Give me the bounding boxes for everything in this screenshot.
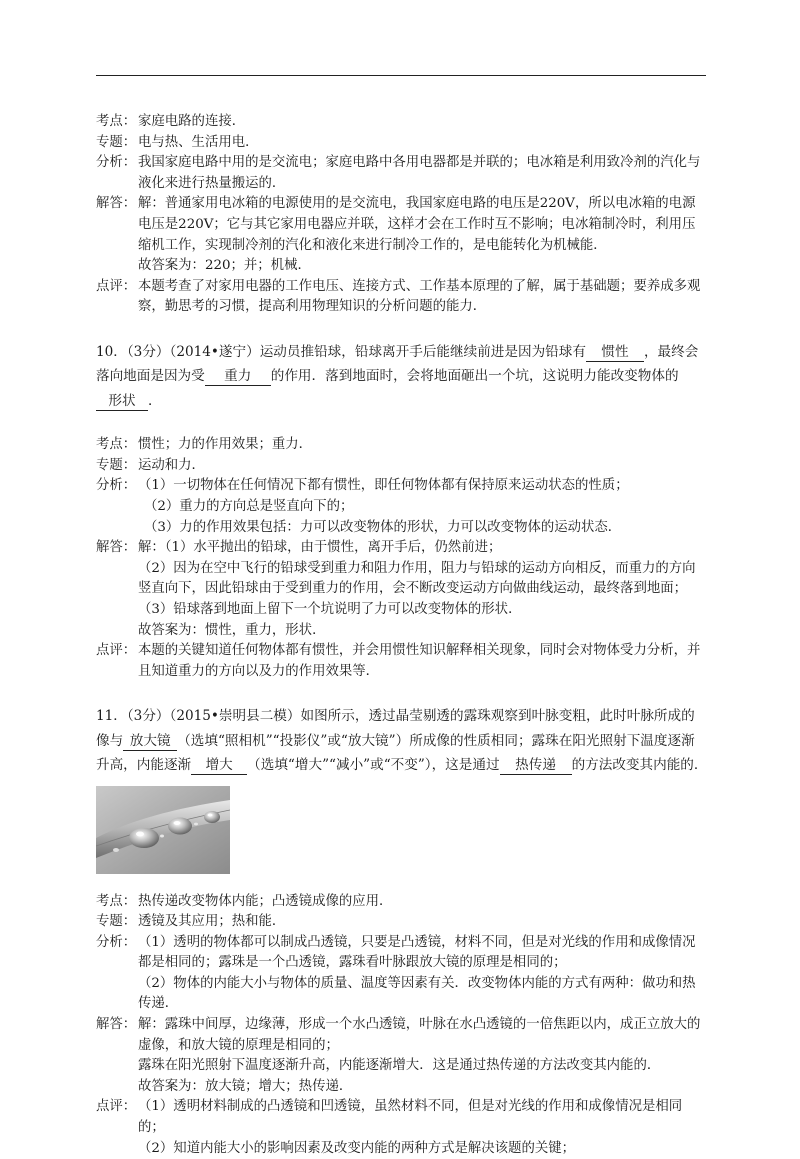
dianping-text: 本题的关键知道任何物体都有惯性，并会用惯性知识解释相关现象，同时会对物体受力分析，并且知道重力的方向以及力的作用效果等． (138, 643, 701, 679)
dianping-label: 点评： (96, 643, 137, 659)
stem-part: 11．（3分）（2015•崇明县二模）如图所示，透过晶莹剔透的露珠观察到叶脉变粗，此时叶脉所成的像与 (96, 708, 695, 749)
stem-part: 的方法改变其内能的． (571, 757, 708, 774)
question-10 (96, 340, 708, 682)
dianping-text-1: （1）透明材料制成的凸透镜和凹透镜，虽然材料不同，但是对光线的作用和成像情况是相同的； (138, 1099, 683, 1136)
fenxi-text-1: （1）透明的物体都可以制成凸透镜，只要是凸透镜，材料不同，但是对光线的作用和成像情况都是相同的；露珠是一个凸透镜，露珠看叶脉跟放大镜的原理是相同的； (138, 934, 696, 971)
jieda-text-2: 露珠在阳光照射下温度逐渐升高，内能逐渐增大．这是通过热传递的方法改变其内能的． (138, 1058, 661, 1074)
stem-part: ． (148, 392, 162, 409)
jieda-text-2: （2）因为在空中飞行的铅球受到重力和阻力作用，阻力与铅球的运动方向相反，而重力的方向竖直向下，因此铅球由于受到重力的作用，会不断改变运动方向做曲线运动，最终落到地面； (138, 560, 696, 597)
stem-part: 的作用．落到地面时，会将地面砸出一个坑，这说明力能改变物体的 (270, 368, 679, 385)
kaodian-text: 家庭电路的连接． (138, 114, 246, 129)
q11-jieda (96, 1015, 708, 1097)
answer-blank: 惯性 (586, 344, 644, 362)
jieda-text-1: 解：露珠中间厚，边缘薄，形成一个水凸透镜，叶脉在水凸透镜的一倍焦距以内，成正立放大的虚像，和放大镜的原理是相同的； (138, 1017, 701, 1053)
q11-dianping (96, 1097, 708, 1159)
fenxi-text: 我国家庭电路中用的是交流电；家庭电路中各用电器都是并联的；电冰箱是利用致冷剂的汽化与液化来进行热量搬运的． (138, 155, 701, 191)
q10-fenxi (96, 476, 708, 538)
fenxi-label: 分析： (96, 155, 137, 171)
q11-fenxi (96, 933, 708, 1015)
answer-text: 故答案为：220；并；机械． (138, 258, 311, 274)
answer-text: 故答案为：惯性，重力，形状． (138, 622, 326, 638)
zhuanti-label: 专题： (96, 914, 137, 930)
q10-zhuanti (96, 456, 708, 477)
kaodian-label: 考点： (96, 437, 137, 453)
q9-kaodian (96, 112, 708, 133)
dianping-text: 本题考查了对家用电器的工作电压、连接方式、工作基本原理的了解，属于基础题；要养成多观察，勤思考的习惯，提高利用物理知识的分析问题的能力． (138, 278, 701, 315)
jieda-text: 解：普通家用电冰箱的电源使用的是交流电，我国家庭电路的电压是220V，所以电冰箱的电源电压是220V；它与其它家用电器应并联，这样才会在工作时互不影响；电冰箱制冷时，利用压缩机工作，实现制冷剂的汽化和液化来进行制冷工作的，是电能转化为机械能． (138, 196, 696, 253)
zhuanti-text: 透镜及其应用；热和能． (138, 914, 286, 930)
kaodian-label: 考点： (96, 893, 137, 909)
q10-jieda (96, 538, 708, 641)
stem-part: ，最终会落向地面是因为受 (96, 343, 699, 385)
q10-kaodian (96, 435, 708, 456)
dianping-text-2: （2）知道内能大小的影响因素及改变内能的两种方式是解决该题的关键； (138, 1140, 576, 1156)
stem-part: （选填“照相机”“投影仪”或“放大镜”）所成像的性质相同；露珠在阳光照射下温度逐渐升高，内能逐渐 (96, 732, 695, 774)
jieda-text-1: 解：（1）水平抛出的铅球，由于惯性，离开手后，仍然前进； (138, 540, 502, 556)
zhuanti-text: 电与热、生活用电． (138, 134, 259, 150)
jieda-label: 解答： (96, 196, 137, 212)
q10-stem (96, 340, 708, 413)
fenxi-label: 分析： (96, 934, 137, 950)
q9-jieda (96, 194, 708, 276)
stem-part: 10．（3分）（2014•遂宁）运动员推铅球，铅球离开手后能继续前进是因为铅球有 (96, 343, 586, 360)
q10-dianping (96, 641, 708, 682)
kaodian-text: 惯性；力的作用效果；重力． (138, 437, 313, 453)
dewdrop-leaf-illustration (96, 786, 230, 874)
zhuanti-text: 运动和力． (138, 457, 205, 473)
q9-fenxi (96, 153, 708, 194)
question-11 (96, 704, 708, 1159)
q9-dianping (96, 277, 708, 318)
fenxi-text-1: （1）一切物体在任何情况下都有惯性，即任何物体都有保持原来运动状态的性质； (138, 478, 629, 494)
answer-blank: 放大镜 (123, 733, 177, 751)
fenxi-text-3: （3）力的作用效果包括：力可以改变物体的形状，力可以改变物体的运动状态． (144, 519, 622, 535)
jieda-label: 解答： (96, 540, 137, 556)
answer-blank: 热传递 (500, 757, 572, 775)
answer-blank: 形状 (96, 393, 148, 411)
q11-kaodian (96, 892, 708, 913)
q9-analysis (96, 112, 708, 318)
fenxi-text-2: （2）物体的内能大小与物体的质量、温度等因素有关．改变物体内能的方式有两种：做功和热传递． (138, 975, 696, 1012)
dianping-label: 点评： (96, 278, 137, 294)
jieda-text-3: （3）铅球落到地面上留下一个坑说明了力可以改变物体的形状． (138, 601, 522, 617)
answer-blank: 增大 (191, 757, 247, 775)
header-rule (96, 75, 706, 76)
dianping-label: 点评： (96, 1099, 137, 1115)
jieda-label: 解答： (96, 1017, 137, 1033)
kaodian-text: 热传递改变物体内能；凸透镜成像的应用． (138, 893, 393, 909)
q11-zhuanti (96, 912, 708, 933)
dewdrop-leaf-image (96, 786, 230, 874)
stem-part: （选填“增大”“减小”或“不变”），这是通过 (247, 757, 500, 774)
answer-text: 故答案为：放大镜；增大；热传递． (138, 1078, 353, 1094)
fenxi-text-2: （2）重力的方向总是竖直向下的； (144, 498, 354, 514)
q11-stem (96, 704, 708, 777)
answer-blank: 重力 (205, 368, 271, 386)
q9-zhuanti (96, 133, 708, 154)
zhuanti-label: 专题： (96, 457, 137, 473)
kaodian-label: 考点： (96, 114, 137, 129)
document-body (96, 112, 708, 1159)
fenxi-label: 分析： (96, 478, 137, 494)
zhuanti-label: 专题： (96, 134, 137, 150)
